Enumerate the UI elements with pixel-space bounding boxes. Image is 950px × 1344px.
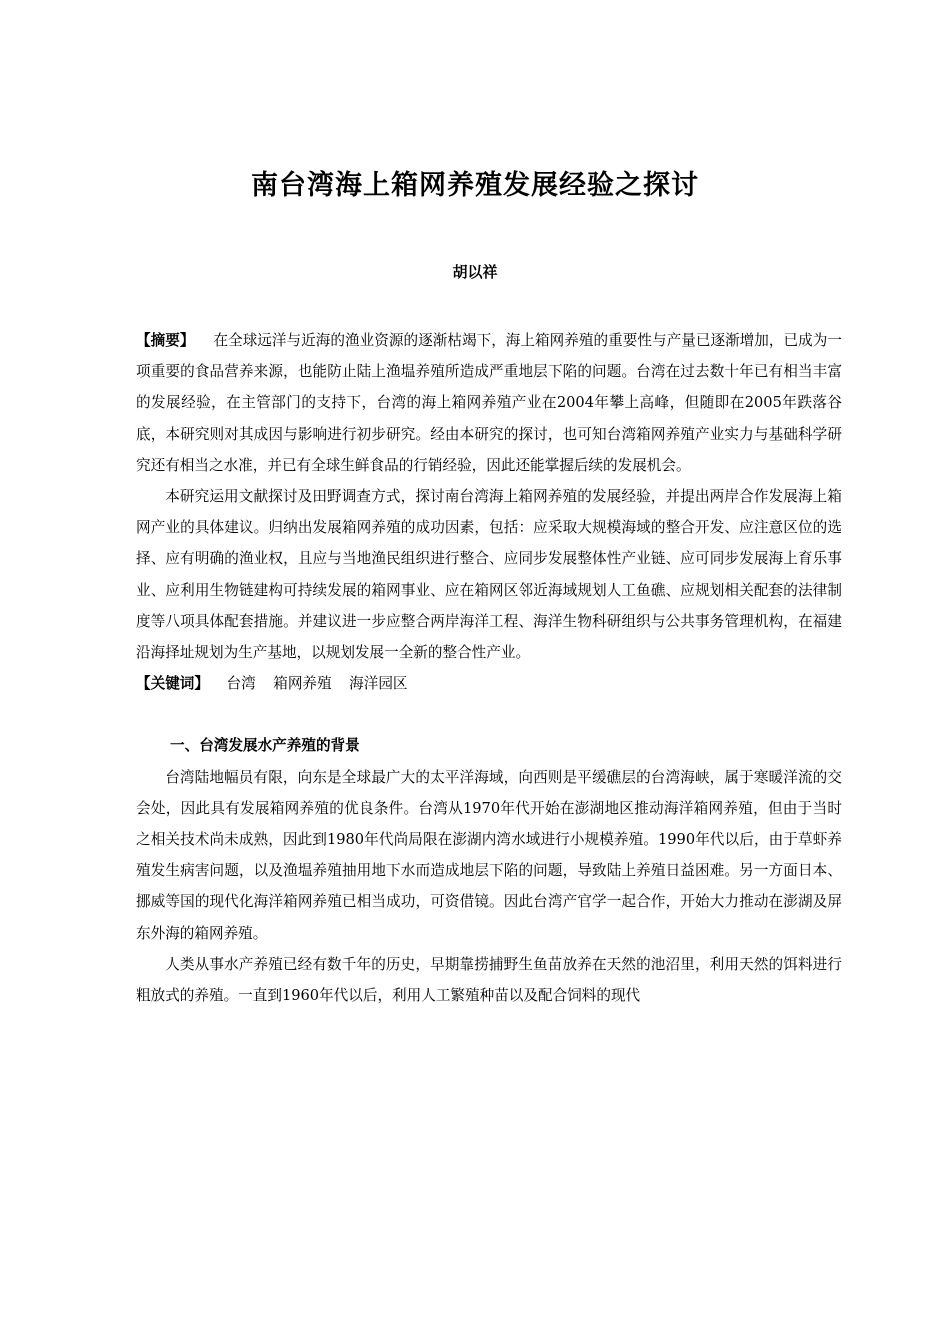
section-paragraph-1: 台湾陆地幅员有限，向东是全球最广大的太平洋海域，向西则是平缓礁层的台湾海峡，属于寒暖洋流的交会处，因此具有发展箱网养殖的优良条件。台湾从1970年代开始在澎湖地区推动海洋箱网养殖，但由于当时之相关技术尚未成熟，因此到1980年代尚局限在澎湖内湾水域进行小规模养殖。1990年代以后，由于草虾养殖发生病害问题，以及渔塭养殖抽用地下水而造成地层下陷的问题，导致陆上养殖日益困难。另一方面日本、挪威等国的现代化海洋箱网养殖已相当成功，可资借镜。因此台湾产官学一起合作，开始大力推动在澎湖及屏东外海的箱网养殖。 xyxy=(136,768,842,942)
section-heading: 一、台湾发展水产养殖的背景 xyxy=(170,737,360,755)
paper-title: 南台湾海上箱网养殖发展经验之探讨 xyxy=(251,170,699,201)
keywords-line xyxy=(136,668,842,699)
paper-body xyxy=(136,325,842,1011)
section-paragraph-2: 人类从事水产养殖已经有数千年的历史，早期靠捞捕野生鱼苗放养在天然的池沼里，利用天然的饵料进行粗放式的养殖。一直到1960年代以后，利用人工繁殖种苗以及配合饲料的现代 xyxy=(136,955,842,1005)
keyword-1: 台湾 xyxy=(226,675,256,693)
keyword-2: 箱网养殖 xyxy=(273,675,332,693)
abstract-label: 【摘要】 xyxy=(136,332,195,349)
keyword-3: 海洋园区 xyxy=(349,675,408,693)
abstract-paragraph xyxy=(136,325,842,481)
abstract-text-1: 在全球远洋与近海的渔业资源的逐渐枯竭下，海上箱网养殖的重要性与产量已逐渐增加，已成为一项重要的食品营养来源，也能防止陆上渔塭养殖所造成严重地层下陷的问题。台湾在过去数十年已有相当丰富的发展经验，在主管部门的支持下，台湾的海上箱网养殖产业在2004年攀上高峰，但随即在2005年跌落谷底，本研究则对其成因与影响进行初步研究。经由本研究的探讨，也可知台湾箱网养殖产业实力与基础科学研究还有相当之水准，并已有全球生鲜食品的行销经验，因此还能掌握后续的发展机会。 xyxy=(136,332,842,474)
author-name: 胡以祥 xyxy=(452,263,498,281)
keywords-label: 【关键词】 xyxy=(136,675,209,693)
abstract-paragraph-2: 本研究运用文献探讨及田野调查方式，探讨南台湾海上箱网养殖的发展经验，并提出两岸合作发展海上箱网产业的具体建议。归纳出发展箱网养殖的成功因素，包括：应采取大规模海域的整合开发、应注意区位的选择、应有明确的渔业权，且应与当地渔民组织进行整合、应同步发展整体性产业链、应可同步发展海上育乐事业、应利用生物链建构可持续发展的箱网事业、应在箱网区邻近海域规划人工鱼礁、应规划相关配套的法律制度等八项具体配套措施。并建议进一步应整合两岸海洋工程、海洋生物科研组织与公共事务管理机构，在福建沿海择址规划为生产基地，以规划发展一全新的整合性产业。 xyxy=(136,488,842,662)
